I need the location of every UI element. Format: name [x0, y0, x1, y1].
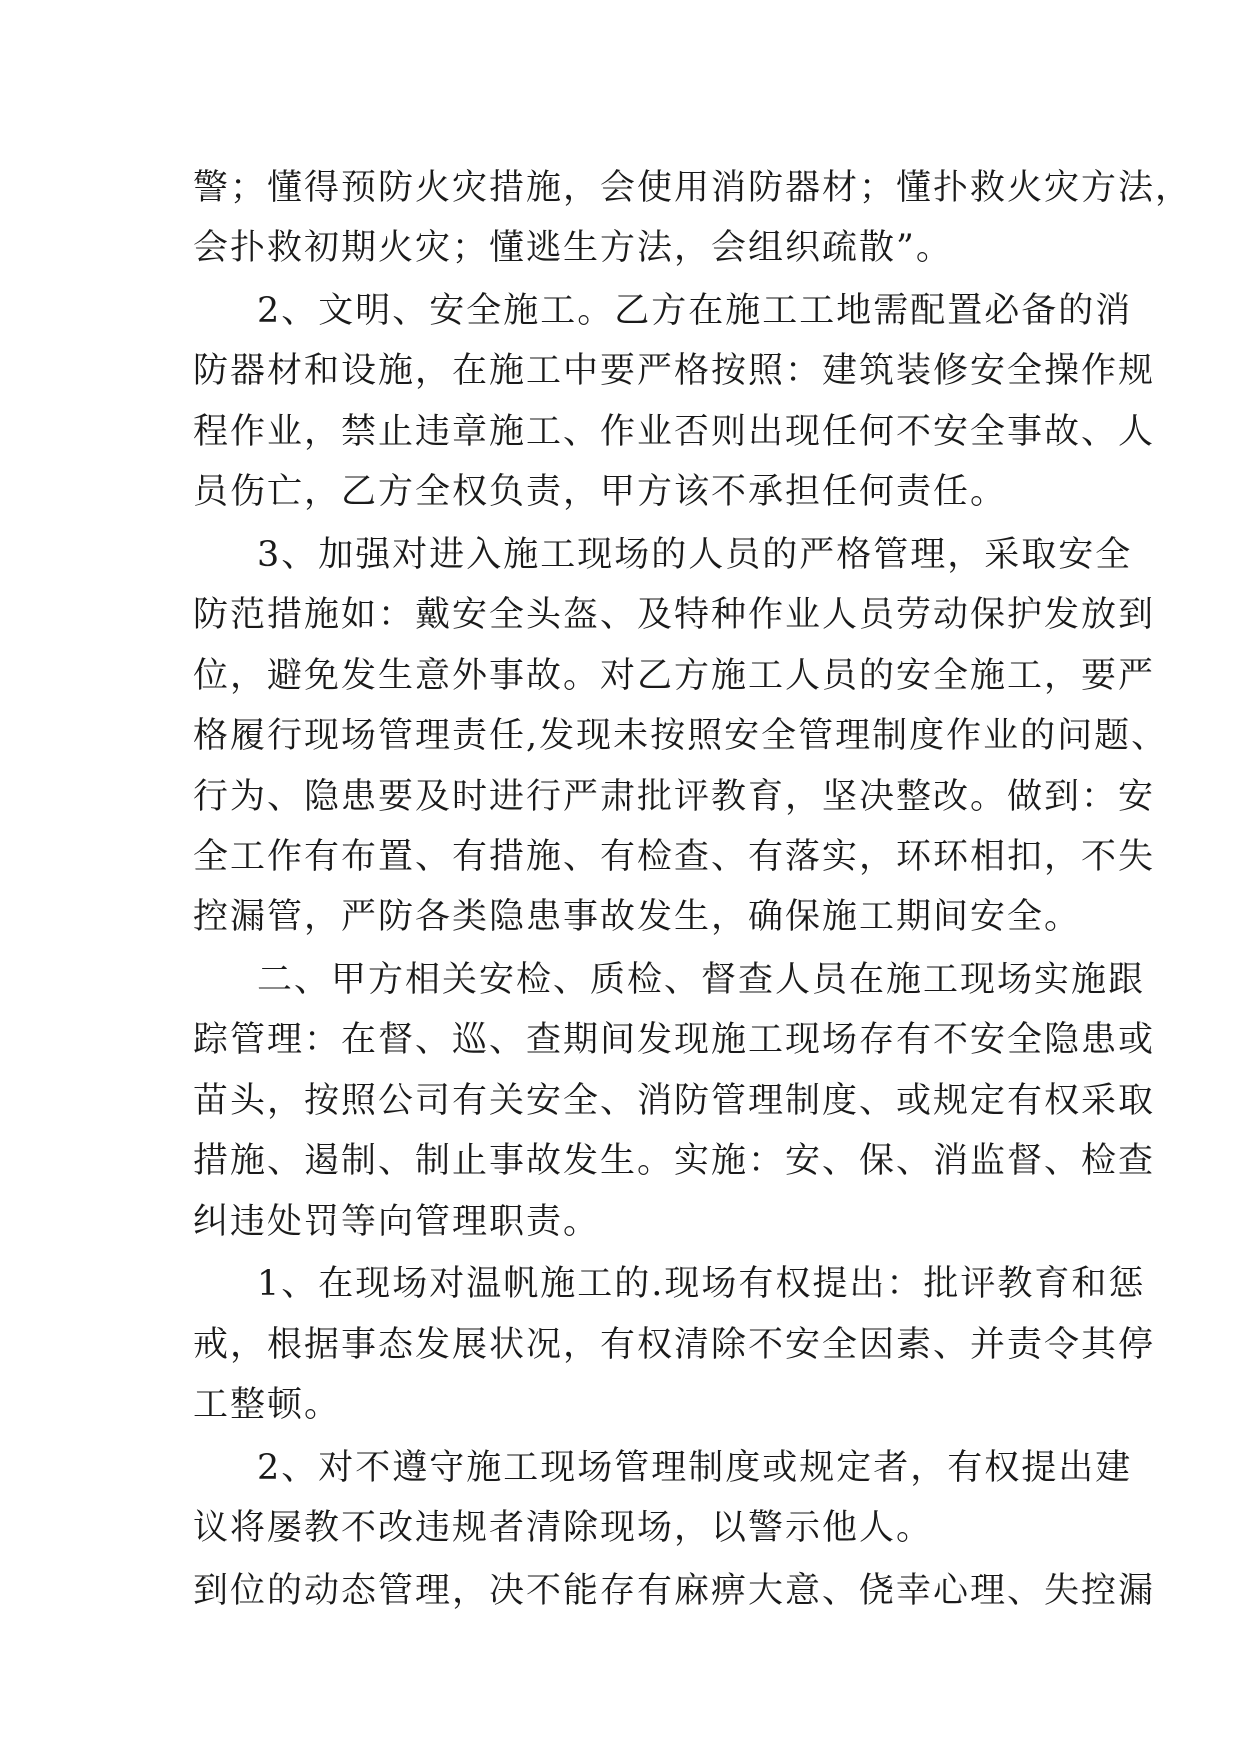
text-line: 工整顿。 — [193, 1385, 342, 1425]
text-line: 二、甲方相关安检、质检、督查人员在施工现场实施跟 — [257, 960, 1146, 1000]
text-line: 防范措施如：戴安全头盔、及特种作业人员劳动保护发放到 — [193, 595, 1156, 635]
text-line: 2、对不遵守施工现场管理制度或规定者，有权提出建 — [257, 1448, 1133, 1488]
text-line: 防器材和设施，在施工中要严格按照：建筑装修安全操作规 — [193, 351, 1156, 391]
text-line: 3、加强对进入施工现场的人员的严格管理，采取安全 — [257, 535, 1133, 575]
text-line: 2、文明、安全施工。乙方在施工工地需配置必备的消 — [257, 291, 1133, 331]
text-line: 踪管理：在督、巡、查期间发现施工现场存有不安全隐患或 — [193, 1020, 1156, 1060]
text-line: 苗头，按照公司有关安全、消防管理制度、或规定有权采取 — [193, 1081, 1156, 1121]
text-line: 员伤亡，乙方全权负责，甲方该不承担任何责任。 — [193, 472, 1008, 512]
text-line: 警；懂得预防火灾措施，会使用消防器材；懂扑救火灾方法， — [193, 168, 1193, 208]
text-line: 纠违处罚等向管理职责。 — [193, 1202, 601, 1242]
text-line: 行为、隐患要及时进行严肃批评教育，坚决整改。做到：安 — [193, 777, 1156, 817]
text-line: 到位的动态管理，决不能存有麻痹大意、侥幸心理、失控漏 — [193, 1571, 1156, 1611]
text-line: 位，避免发生意外事故。对乙方施工人员的安全施工，要严 — [193, 656, 1156, 696]
text-line: 戒，根据事态发展状况，有权清除不安全因素、并责令其停 — [193, 1325, 1156, 1365]
text-line: 措施、遏制、制止事故发生。实施：安、保、消监督、检查 — [193, 1141, 1156, 1181]
text-line: 格履行现场管理责任,发现未按照安全管理制度作业的问题、 — [193, 716, 1169, 756]
text-line: 会扑救初期火灾；懂逃生方法，会组织疏散”。 — [193, 228, 953, 268]
text-line: 全工作有布置、有措施、有检查、有落实，环环相扣，不失 — [193, 837, 1156, 877]
text-line: 1、在现场对温帆施工的.现场有权提出：批评教育和惩 — [257, 1264, 1146, 1304]
text-line: 控漏管，严防各类隐患事故发生，确保施工期间安全。 — [193, 897, 1082, 937]
text-line: 程作业，禁止违章施工、作业否则出现任何不安全事故、人 — [193, 412, 1156, 452]
text-line: 议将屡教不改违规者清除现场，以警示他人。 — [193, 1508, 934, 1548]
